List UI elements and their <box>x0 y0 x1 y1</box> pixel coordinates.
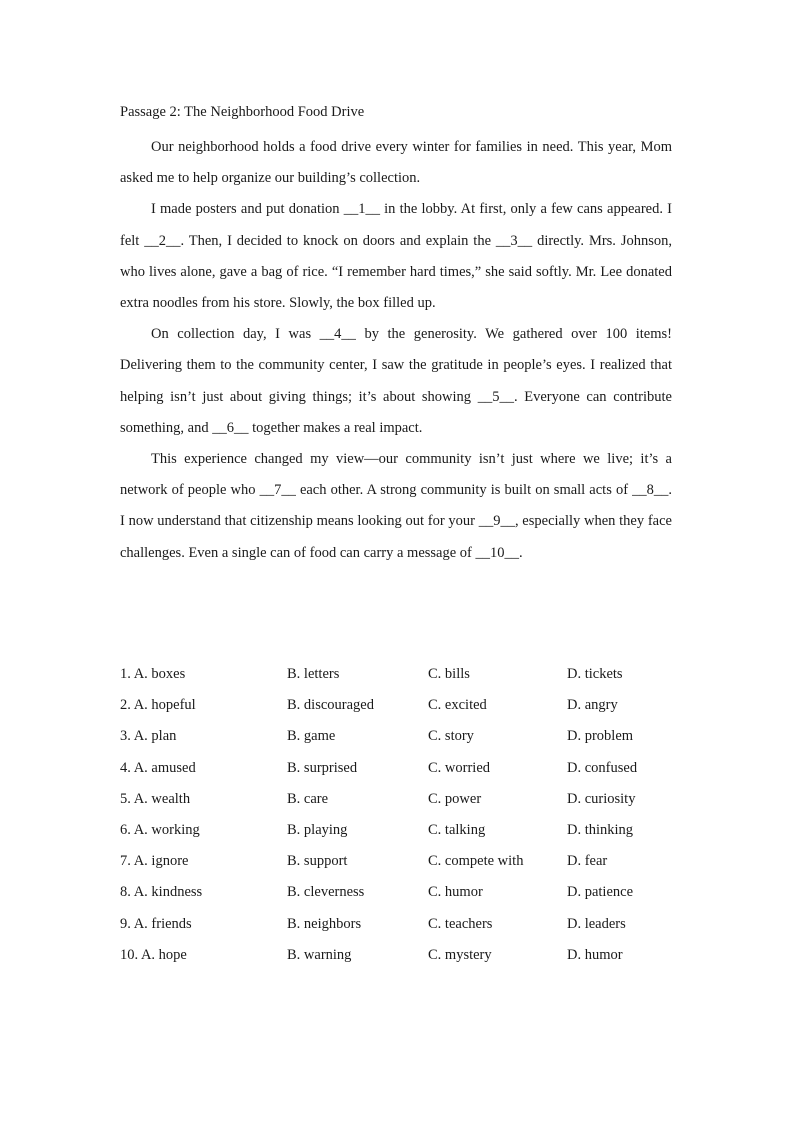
option-b: B. discouraged <box>287 697 374 714</box>
option-c: C. mystery <box>428 946 492 963</box>
option-b: B. care <box>287 790 329 807</box>
option-c: C. bills <box>428 666 470 682</box>
question-row <box>120 848 680 879</box>
option-a: 9. A. friends <box>120 915 192 932</box>
option-b: B. cleverness <box>287 884 365 901</box>
option-d: D. leaders <box>567 915 626 932</box>
passage-paragraph-1: Our neighborhood holds a food drive every winter for families in need. This year, Mom asked me to help organize our building’s collection. <box>120 139 672 187</box>
question-row <box>120 661 680 692</box>
option-c: C. excited <box>428 697 487 714</box>
question-row <box>120 817 680 848</box>
option-b: B. neighbors <box>287 915 362 932</box>
option-d: D. patience <box>567 884 634 901</box>
option-c: C. compete with <box>428 853 524 870</box>
option-c: C. talking <box>428 821 486 838</box>
passage-title: Passage 2: The Neighborhood Food Drive <box>120 104 365 120</box>
option-b: B. support <box>287 853 348 870</box>
passage-paragraph-2: I made posters and put donation __1__ in the lobby. At first, only a few cans appeared. I felt __2__. Then, I decided to knock on doors and explain the __3__ directly. Mrs. Johnson, who lives alone, gave a bag of rice. “I remember hard times,” she said softly. Mr. Lee donated extra noodles from his store. Slowly, the box filled up. <box>120 201 672 312</box>
option-a: 2. A. hopeful <box>120 697 196 714</box>
option-b: B. playing <box>287 821 348 838</box>
option-d: D. angry <box>567 697 618 714</box>
option-c: C. humor <box>428 884 483 901</box>
option-c: C. story <box>428 728 474 745</box>
passage-paragraph-3: On collection day, I was __4__ by the generosity. We gathered over 100 items! Delivering them to the community center, I saw the gratitude in people’s eyes. I realized that helping isn’t just about giving things; it’s about showing __5__. Everyone can contribute something, and __6__ together makes a real impact. <box>120 326 672 436</box>
passage-paragraph-4: This experience changed my view—our community isn’t just where we live; it’s a network of people who __7__ each other. A strong community is built on small acts of __8__. I now understand that citizenship means looking out for your __9__, especially when they face challenges. Even a single can of food can carry a message of __10__. <box>120 451 672 561</box>
option-b: B. letters <box>287 666 340 682</box>
option-b: B. warning <box>287 946 352 963</box>
option-d: D. problem <box>567 728 634 745</box>
option-a: 6. A. working <box>120 821 200 838</box>
question-row <box>120 755 680 786</box>
option-d: D. tickets <box>567 666 623 682</box>
option-b: B. game <box>287 728 336 745</box>
option-d: D. curiosity <box>567 790 636 807</box>
question-row <box>120 723 680 754</box>
option-d: D. humor <box>567 946 623 963</box>
option-d: D. thinking <box>567 821 634 838</box>
option-c: C. power <box>428 790 482 807</box>
question-row <box>120 692 680 723</box>
passage <box>120 101 672 569</box>
question-row <box>120 942 680 973</box>
option-a: 7. A. ignore <box>120 853 189 870</box>
option-a: 8. A. kindness <box>120 884 203 901</box>
option-c: C. worried <box>428 759 491 776</box>
option-a: 5. A. wealth <box>120 790 191 807</box>
option-a: 4. A. amused <box>120 759 196 776</box>
option-a: 1. A. boxes <box>120 666 186 682</box>
answer-options <box>120 661 680 973</box>
option-a: 10. A. hope <box>120 946 187 963</box>
option-a: 3. A. plan <box>120 728 177 745</box>
option-c: C. teachers <box>428 915 493 932</box>
option-b: B. surprised <box>287 759 358 776</box>
option-d: D. fear <box>567 853 608 870</box>
question-row <box>120 879 680 910</box>
option-d: D. confused <box>567 759 638 776</box>
question-row <box>120 786 680 817</box>
question-row <box>120 911 680 942</box>
